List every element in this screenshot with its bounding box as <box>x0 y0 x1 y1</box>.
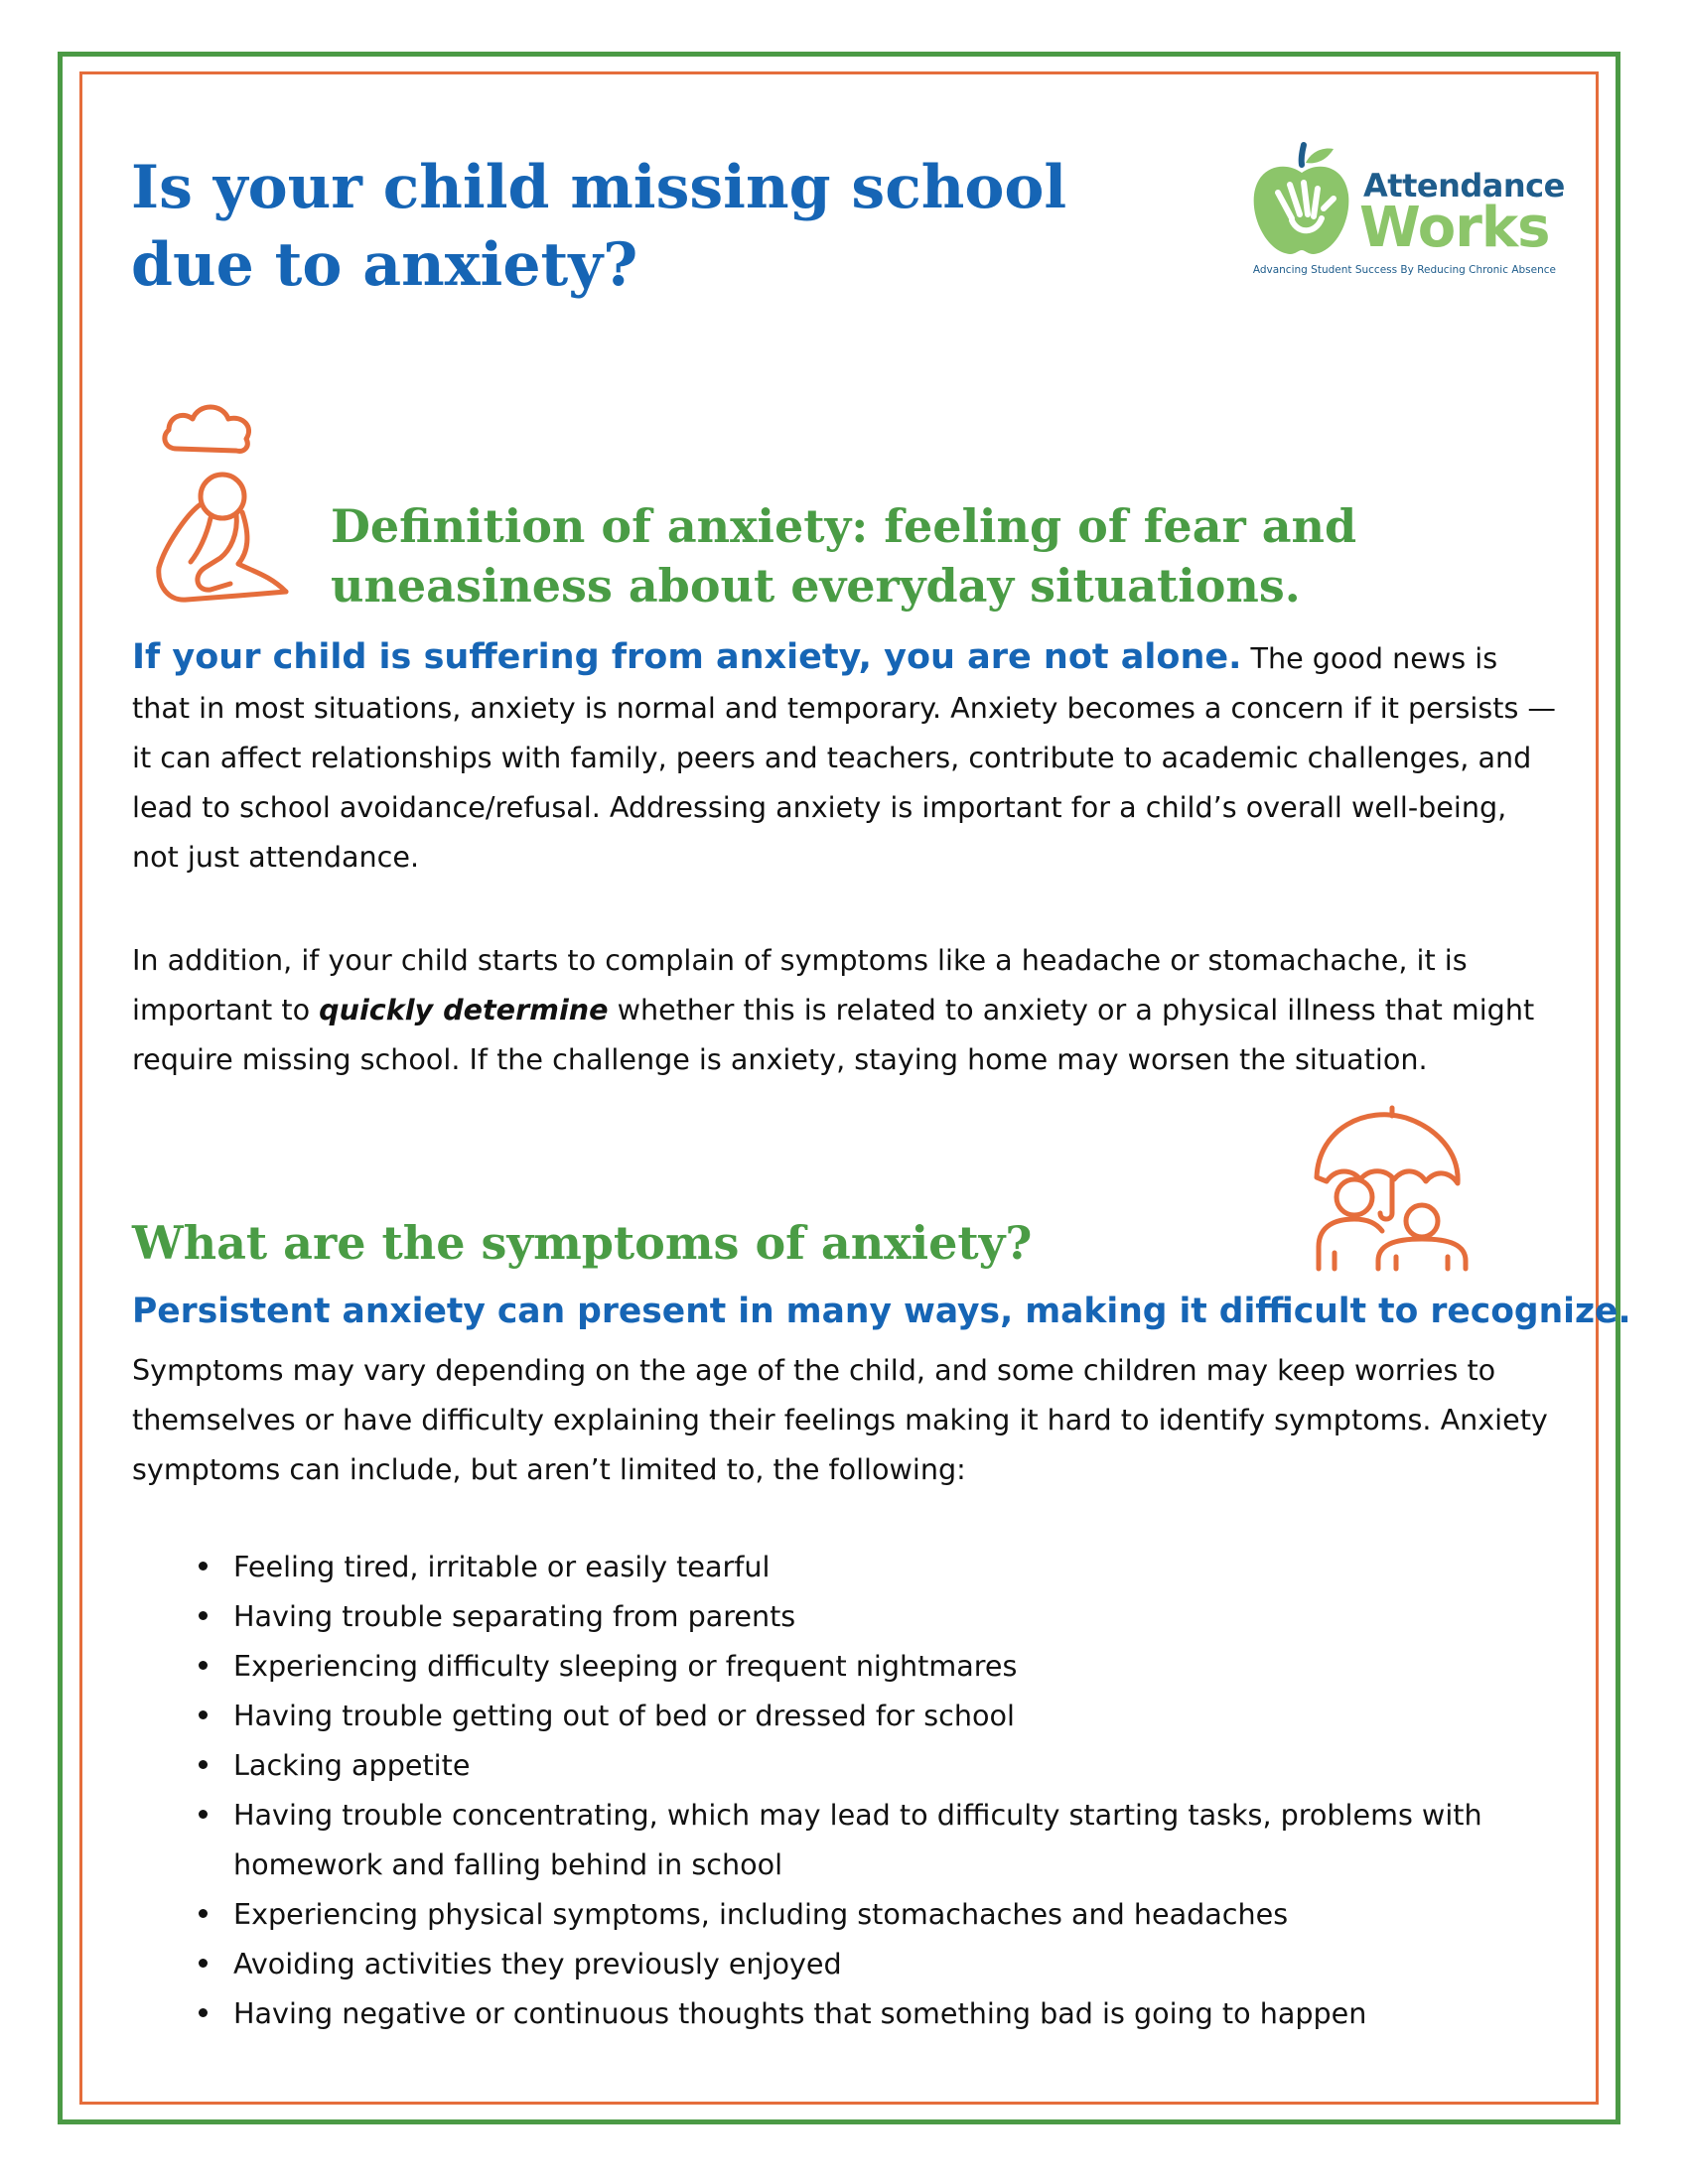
list-item: Having trouble getting out of bed or dressed for school <box>189 1691 1559 1740</box>
logo-word-attendance: Attendance <box>1363 167 1565 205</box>
logo-tagline: Advancing Student Success By Reducing Chronic Absence <box>1252 264 1556 276</box>
symptoms-heading: What are the symptoms of anxiety? <box>132 1216 1033 1270</box>
addition-after: whether this is related to anxiety or a physical illness that might require missing school. If the challenge is anxiety, staying home may worsen the situation. <box>132 993 1535 1076</box>
attendance-works-logo <box>1246 139 1565 283</box>
definition-heading: Definition of anxiety: feeling of fear and uneasiness about everyday situations. <box>331 499 1357 613</box>
list-item: Having trouble separating from parents <box>189 1591 1559 1641</box>
list-item: Feeling tired, irritable or easily tearful <box>189 1542 1559 1591</box>
intro-paragraph <box>132 632 1562 882</box>
list-item: Experiencing difficulty sleeping or frequent nightmares <box>189 1641 1559 1691</box>
addition-paragraph <box>132 935 1562 1084</box>
list-item: Having trouble concentrating, which may lead to difficulty starting tasks, problems with homework and falling behind in school <box>189 1790 1559 1889</box>
umbrella-family-icon <box>1301 1102 1476 1276</box>
symptoms-list <box>189 1542 1559 2038</box>
list-item: Avoiding activities they previously enjoyed <box>189 1939 1559 1988</box>
logo-word-works: Works <box>1359 196 1550 260</box>
list-item: Having negative or continuous thoughts that something bad is going to happen <box>189 1988 1559 2038</box>
apple-hand-icon <box>1246 139 1357 260</box>
intro-lead: If your child is suffering from anxiety, you are not alone. <box>132 637 1242 677</box>
list-item: Lacking appetite <box>189 1740 1559 1790</box>
page-title: Is your child missing school due to anxiety? <box>131 153 1067 300</box>
addition-before: In addition, if your child starts to complain of symptoms like a headache or stomachache, it is important to <box>132 943 1468 1026</box>
symptoms-subheading: Persistent anxiety can present in many ways, making it difficult to recognize. <box>132 1292 1631 1331</box>
list-item: Experiencing physical symptoms, including stomachaches and headaches <box>189 1889 1559 1939</box>
addition-emphasis: quickly determine <box>319 993 609 1026</box>
sitting-person-raincloud-icon <box>147 397 296 611</box>
intro-body: The good news is that in most situations, anxiety is normal and temporary. Anxiety becomes a concern if it persists — it can affect relationships with family, peers and teachers, contribute to academic challenges, and lead to school avoidance/refusal. Addressing anxiety is important for a child’s overall well-being, not just attendance. <box>132 641 1557 874</box>
symptoms-intro: Symptoms may vary depending on the age of the child, and some children may keep worries to themselves or have difficulty explaining their feelings making it hard to identify symptoms. Anxiety symptoms can include, but aren’t limited to, the following: <box>132 1353 1548 1486</box>
